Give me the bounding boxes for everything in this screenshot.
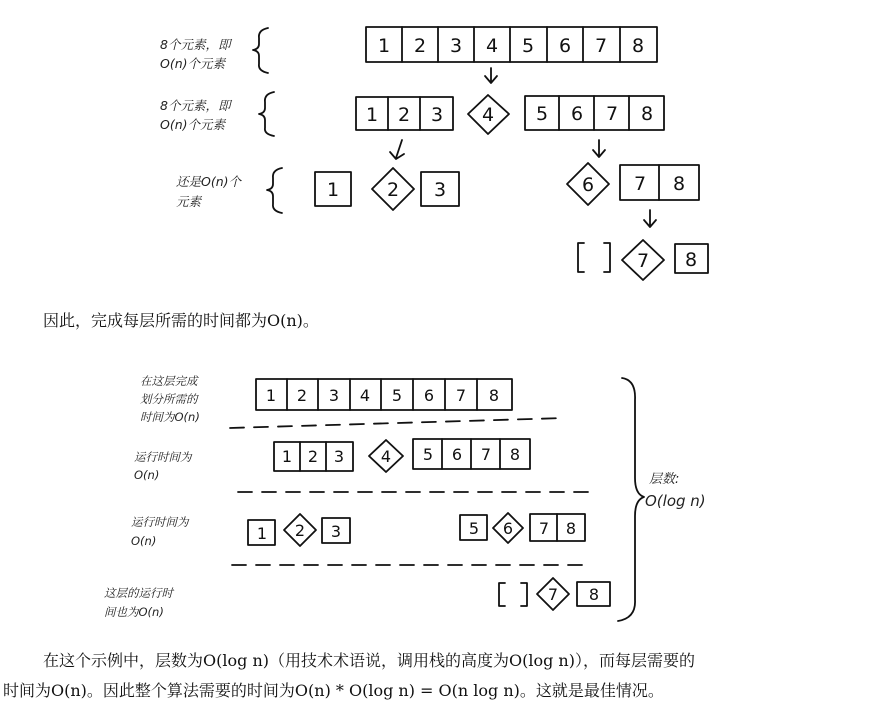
cell-value: 2 xyxy=(296,386,308,405)
empty-bracket-right-2 xyxy=(521,583,527,606)
label2-level1-line2: 划分所需的 xyxy=(140,392,198,406)
empty-bracket-right-1 xyxy=(604,243,610,272)
cell-value: 3 xyxy=(333,447,345,466)
paragraph-line1: 在这个示例中，层数为O(log n)（用技术术语说，调用栈的高度为O(log n)），而每层需要的 xyxy=(43,651,695,670)
cell-value: 1 xyxy=(377,35,391,57)
label2-level1-line1: 在这层完成 xyxy=(140,374,198,388)
label-level3-line2: 元素 xyxy=(176,194,202,209)
cell-value: 4 xyxy=(359,386,371,405)
cell-value: 8 xyxy=(640,103,654,125)
cell-value: 6 xyxy=(570,103,584,125)
pivot-value: 6 xyxy=(581,174,595,196)
label-level2-line1: 8个元素，即 xyxy=(160,98,231,113)
levels-label-line2: O(log n) xyxy=(645,492,706,510)
pivot-value: 2 xyxy=(294,521,306,540)
levels-brace xyxy=(618,378,644,621)
cell-value: 3 xyxy=(430,104,444,126)
dashed-separator-1 xyxy=(230,418,565,428)
cell-value: 5 xyxy=(468,519,480,538)
cell-value: 3 xyxy=(449,35,463,57)
cell-value: 8 xyxy=(565,519,577,538)
label2-level3-line2: O(n) xyxy=(131,534,157,548)
pivot-value: 7 xyxy=(547,585,559,604)
pivot-value: 6 xyxy=(502,519,514,538)
label2-level4-line2: 间也为O(n) xyxy=(104,605,164,619)
cell-value: 8 xyxy=(588,585,600,604)
empty-bracket-left-2 xyxy=(499,583,505,606)
cell-value: 1 xyxy=(265,386,277,405)
cell-value: 3 xyxy=(328,386,340,405)
cell-value: 3 xyxy=(433,179,447,201)
cell-value: 4 xyxy=(485,35,499,57)
brace-left-3 xyxy=(267,168,282,213)
cell-value: 1 xyxy=(281,447,293,466)
cell-value: 8 xyxy=(631,35,645,57)
pivot-value: 7 xyxy=(636,250,650,272)
array-row1 xyxy=(366,27,657,62)
label2-level1-line3: 时间为O(n) xyxy=(140,410,200,424)
label2-level3-line1: 运行时间为 xyxy=(131,515,189,529)
cell-value: 7 xyxy=(605,103,619,125)
cell-value: 1 xyxy=(256,524,268,543)
label-level1-line1: 8个元素，即 xyxy=(160,37,231,52)
cell-value: 8 xyxy=(672,173,686,195)
pivot-value: 2 xyxy=(386,179,400,201)
caption-per-level-time: 因此，完成每层所需的时间都为O(n)。 xyxy=(43,311,319,330)
cell-value: 8 xyxy=(488,386,500,405)
label2-level4-line1: 这层的运行时 xyxy=(104,586,173,600)
arrow-down-2 xyxy=(390,140,404,159)
cell-value: 5 xyxy=(422,445,434,464)
cell-value: 7 xyxy=(455,386,467,405)
levels-label-line1: 层数: xyxy=(649,472,680,487)
label2-level2-line2: O(n) xyxy=(134,468,160,482)
cell-value: 2 xyxy=(307,447,319,466)
cell-value: 8 xyxy=(684,249,698,271)
cell-value: 1 xyxy=(326,179,340,201)
arrow-down-4 xyxy=(644,210,656,227)
cell-value: 1 xyxy=(365,104,379,126)
cell-value: 2 xyxy=(397,104,411,126)
cell-value: 2 xyxy=(413,35,427,57)
cell-value: 7 xyxy=(594,35,608,57)
paragraph-line2: 时间为O(n)。因此整个算法需要的时间为O(n) * O(log n) = O(n log n)。这就是最佳情况。 xyxy=(3,681,664,700)
cell-value: 5 xyxy=(535,103,549,125)
array2-row1 xyxy=(256,379,512,410)
cell-value: 6 xyxy=(423,386,435,405)
pivot-value: 4 xyxy=(380,447,392,466)
label-level1-line2: O(n)个元素 xyxy=(160,56,226,71)
cell-value: 7 xyxy=(633,173,647,195)
cell-value: 3 xyxy=(330,522,342,541)
arrow-down-1 xyxy=(485,68,497,83)
empty-bracket-left-1 xyxy=(578,243,584,272)
cell-value: 6 xyxy=(451,445,463,464)
cell-value: 6 xyxy=(558,35,572,57)
cell-value: 7 xyxy=(538,519,550,538)
label2-level2-line1: 运行时间为 xyxy=(134,450,192,464)
cell-value: 5 xyxy=(391,386,403,405)
cell-value: 5 xyxy=(521,35,535,57)
label-level3-line1: 还是O(n)个 xyxy=(176,174,242,189)
pivot-value: 4 xyxy=(481,104,495,126)
brace-left-2 xyxy=(259,92,274,136)
arrow-down-3 xyxy=(593,140,605,157)
cell-value: 8 xyxy=(509,445,521,464)
label-level2-line2: O(n)个元素 xyxy=(160,117,226,132)
cell-value: 7 xyxy=(480,445,492,464)
brace-left-1 xyxy=(253,28,268,73)
